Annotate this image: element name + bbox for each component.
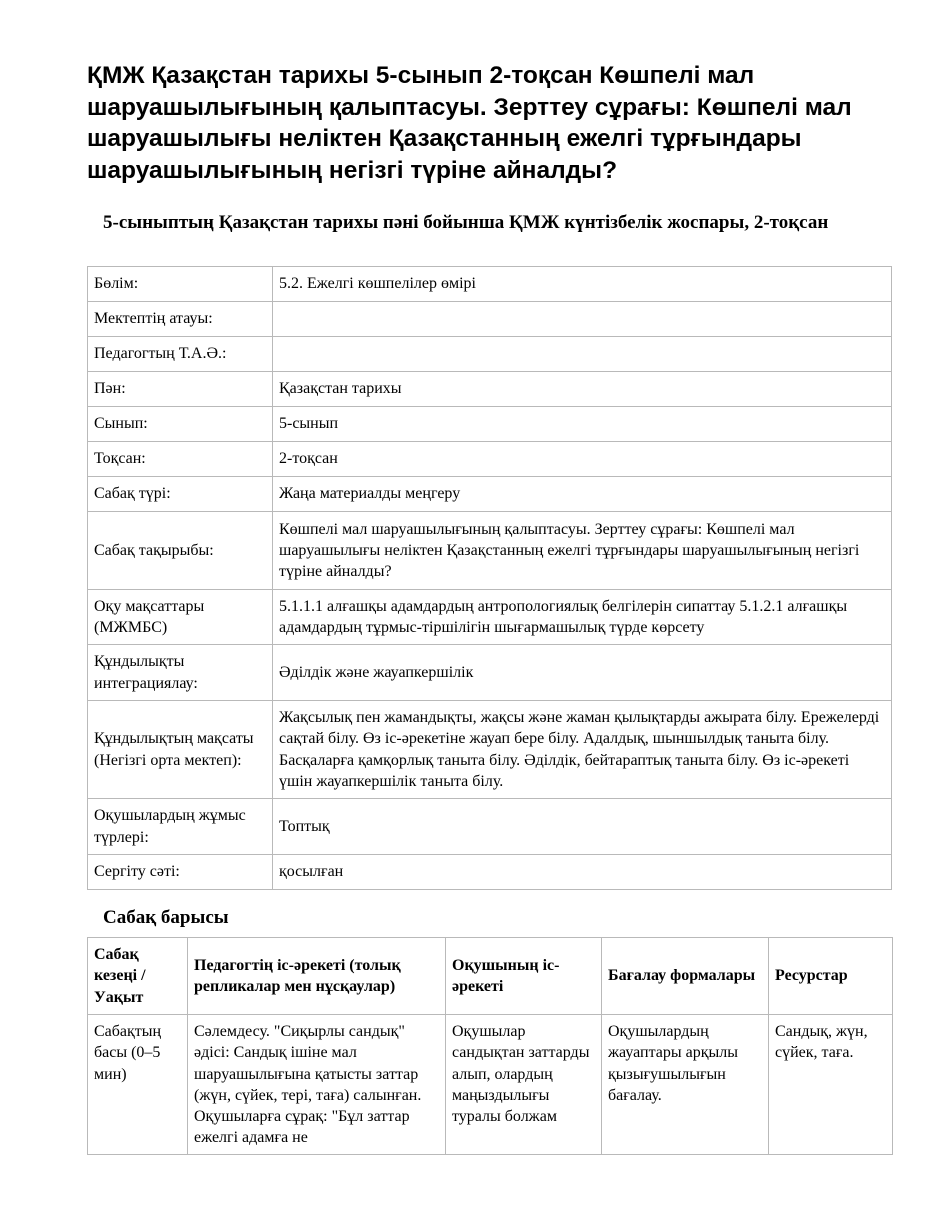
cell-student-activity: Оқушылар сандықтан заттарды алып, олардың маңыздылығы туралы болжам (446, 1015, 602, 1155)
info-label: Тоқсан: (88, 442, 273, 477)
page-title: ҚМЖ Қазақстан тарихы 5-сынып 2-тоқсан Көшпелі мал шаруашылығының қалыптасуы. Зерттеу сұрағы: Көшпелі мал шаруашылығы неліктен Қазақстанның ежелгі тұрғындары шаруашылығының негізгі түріне айналды? (87, 62, 852, 184)
info-value: 5.2. Ежелгі көшпелілер өмірі (273, 267, 892, 302)
info-row-school (88, 302, 892, 337)
info-label: Сабақ тақырыбы: (88, 512, 273, 590)
info-row-work-types (88, 799, 892, 855)
info-value: Қазақстан тарихы (273, 372, 892, 407)
table-row (88, 1015, 893, 1155)
info-row-topic (88, 512, 892, 590)
lesson-table (87, 937, 893, 1155)
plan-heading: 5-сыныптың Қазақстан тарихы пәні бойынша ҚМЖ күнтізбелік жоспары, 2-тоқсан (103, 212, 829, 233)
info-value: 5-сынып (273, 407, 892, 442)
info-label: Сабақ түрі: (88, 477, 273, 512)
info-value: Топтық (273, 799, 892, 855)
info-value: Әділдік және жауапкершілік (273, 645, 892, 701)
info-row-break (88, 855, 892, 890)
info-row-values (88, 645, 892, 701)
info-row-subject (88, 372, 892, 407)
info-label: Оқушылардың жұмыс түрлері: (88, 799, 273, 855)
info-value: Көшпелі мал шаруашылығының қалыптасуы. Зерттеу сұрағы: Көшпелі мал шаруашылығы неліктен Қазақстанның ежелгі тұрғындары шаруашылығының негізгі түріне айналды? (273, 512, 892, 590)
info-value (273, 302, 892, 337)
info-label: Сергіту сәті: (88, 855, 273, 890)
column-header-assessment: Бағалау формалары (602, 938, 769, 1015)
info-row-grade (88, 407, 892, 442)
info-row-section (88, 267, 892, 302)
info-table (87, 266, 892, 890)
info-label: Құндылықтың мақсаты (Негізгі орта мектеп): (88, 701, 273, 799)
info-label: Бөлім: (88, 267, 273, 302)
lesson-heading: Сабақ барысы (103, 907, 229, 928)
info-value: Жаңа материалды меңгеру (273, 477, 892, 512)
info-label: Мектептің атауы: (88, 302, 273, 337)
column-header-teacher-activity: Педагогтің іс-әрекеті (толық репликалар мен нұсқаулар) (188, 938, 446, 1015)
cell-stage: Сабақтың басы (0–5 мин) (88, 1015, 188, 1155)
info-label: Пән: (88, 372, 273, 407)
info-label: Сынып: (88, 407, 273, 442)
info-row-quarter (88, 442, 892, 477)
column-header-student-activity: Оқушының іс-әрекеті (446, 938, 602, 1015)
info-value: 2-тоқсан (273, 442, 892, 477)
info-row-lesson-type (88, 477, 892, 512)
info-row-value-goal (88, 701, 892, 799)
cell-teacher-activity: Сәлемдесу. "Сиқырлы сандық" әдісі: Сандық ішіне мал шаруашылығына қатысты заттар (жүн, сүйек, тері, таға) салынған. Оқушыларға сұрақ: "Бұл заттар ежелгі адамға не (188, 1015, 446, 1155)
info-label: Оқу мақсаттары (МЖМБС) (88, 590, 273, 645)
info-row-objectives (88, 590, 892, 645)
info-label: Педагогтың Т.А.Ә.: (88, 337, 273, 372)
column-header-stage: Сабақ кезеңі / Уақыт (88, 938, 188, 1015)
column-header-resources: Ресурстар (769, 938, 893, 1015)
info-label: Құндылықты интеграциялау: (88, 645, 273, 701)
lesson-header-row (88, 938, 893, 1015)
info-value (273, 337, 892, 372)
info-value: 5.1.1.1 алғашқы адамдардың антропологиялық белгілерін сипаттау 5.1.2.1 алғашқы адамдардың тұрмыс-тіршілігін шығармашылық түрде көрсету (273, 590, 892, 645)
cell-assessment: Оқушылардың жауаптары арқылы қызығушылығын бағалау. (602, 1015, 769, 1155)
info-value: қосылған (273, 855, 892, 890)
cell-resources: Сандық, жүн, сүйек, таға. (769, 1015, 893, 1155)
info-row-teacher (88, 337, 892, 372)
info-value: Жақсылық пен жамандықты, жақсы және жаман қылықтарды ажырата білу. Ережелерді сақтай білу. Өз іс-әрекетіне жауап бере білу. Адалдық, шыншылдық таныта білу. Басқаларға қамқорлық таныта білу. Әділдік, бейтараптық таныта білу. Өз іс-әрекеті үшін жауапкершілік таныта білу. (273, 701, 892, 799)
